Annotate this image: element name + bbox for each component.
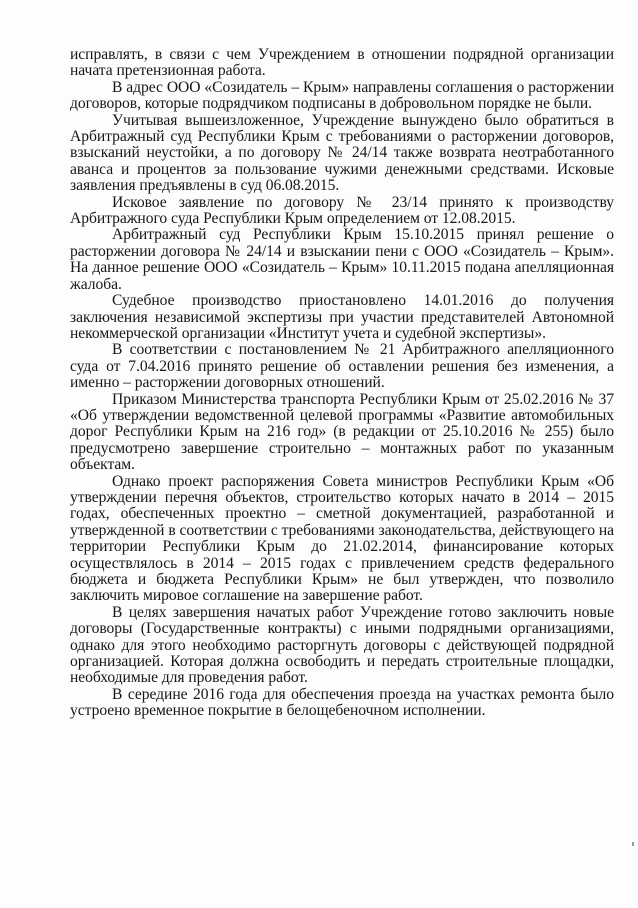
paragraph-contract-23-14: Исковое заявление по договору № 23/14 принято к производству Арбитражного суда Республики Крым определением от 12.08.2015.: [70, 193, 614, 228]
paragraph-appeal-ruling: В соответствии с постановлением № 21 Арбитражного апелляционного суда от 7.04.2016 принято решение об оставлении решения без изменения, а именно – расторжении договорных отношений.: [70, 341, 614, 392]
paragraph-ministry-order: Приказом Министерства транспорта Республики Крым от 25.02.2016 № 37 «Об утверждении ведомственной целевой программы «Развитие автомобильных дорог Республики Крым на 216 год» (в редакции от 25.10.2016 № 255) было предусмотрено завершение строительно – монтажных работ по указанным объектам.: [70, 390, 614, 474]
paragraph-termination-agreements: В адрес ООО «Созидатель – Крым» направлены соглашения о расторжении договоров, которые подрядчиком подписаны в добровольном порядке не были.: [70, 78, 614, 113]
paragraph-court-decision: Арбитражный суд Республики Крым 15.10.2015 принял решение о расторжении договора № 24/14 и взыскании пени с ООО «Созидатель – Крым». На данное решение ООО «Созидатель – Крым» 10.11.2015 подана апелляционная жалоба.: [70, 226, 614, 293]
document-body: [70, 47, 614, 720]
paragraph-draft-order: Однако проект распоряжения Совета министров Республики Крым «Об утверждении перечня объектов, строительство которых начато в 2014 – 2015 годах, обеспеченных проектно – сметной документацией, разработанной и утвержденной в соответствии с требованиями законодательства, действующего на территории Республики Крым до 21.02.2014, финансирование которых осуществлялось в 2014 – 2015 годах с привлечением средств федерального бюджета и бюджета Республики Крым» не был утвержден, что позволило заключить мировое соглашение на завершение работ.: [70, 472, 614, 605]
paragraph-new-contracts: В целях завершения начатых работ Учреждение готово заключить новые договоры (Государственные контракты) с иными подрядными организациями, однако для этого необходимо расторгнуть договоры с действующей подрядной организацией. Которая должна освободить и передать строительные площадки, необходимые для проведения работ.: [70, 603, 614, 687]
paragraph-temporary-surface: В середине 2016 года для обеспечения проезда на участках ремонта было устроено временное покрытие в белощебеночном исполнении.: [70, 685, 614, 720]
paragraph-claims-work: исправлять, в связи с чем Учреждением в отношении подрядной организации начата претензионная работа.: [70, 46, 614, 80]
paragraph-proceedings-suspended: Судебное производство приостановлено 14.01.2016 до получения заключения независимой экспертизы при участии представителей Автономной некоммерческой организации «Институт учета и судебной экспертизы».: [70, 292, 614, 342]
scan-speck: [632, 842, 634, 846]
paragraph-arbitration-appeal: Учитывая вышеизложенное, Учреждение вынуждено было обратиться в Арбитражный суд Республики Крым с требованиями о расторжении договоров, взысканий неустойки, а по договору № 24/14 также возврата неотработанного аванса и процентов за пользование чужими денежными средствами. Исковые заявления предъявлены в суд 06.08.2015.: [70, 111, 614, 195]
